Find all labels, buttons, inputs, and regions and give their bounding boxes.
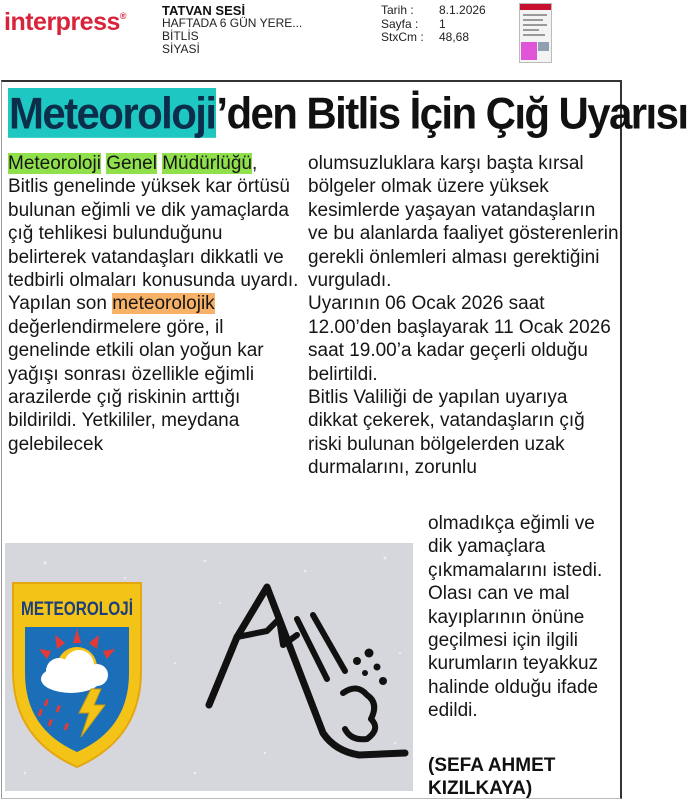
clipping-meta <box>381 4 486 45</box>
paragraph: Uyarının 06 Ocak 2026 saat 12.00’den başlayarak 11 Ocak 2026 saat 19.00’a kadar geçerli olduğu belirtildi. <box>308 293 611 385</box>
highlight-mudurlugu: Müdürlüğü <box>162 153 252 174</box>
article-photo <box>5 543 413 791</box>
page-row <box>381 18 486 32</box>
date-label: Tarih : <box>381 3 414 17</box>
agency-name: interpress <box>4 8 120 36</box>
thumbnail-line <box>523 19 543 21</box>
page-label: Sayfa : <box>381 16 419 31</box>
article-column-1 <box>8 152 300 456</box>
paragraph <box>8 292 300 456</box>
thumbnail-photo <box>538 42 549 51</box>
size-label: StxCm : <box>381 30 424 44</box>
thumbnail-article-marker <box>521 42 537 60</box>
trademark-symbol: ® <box>119 11 127 21</box>
page-thumbnail[interactable] <box>519 3 552 63</box>
headline-rest: ’den Bitlis İçin Çığ Uyarısı <box>216 88 687 138</box>
avalanche-icon <box>209 587 405 755</box>
thumbnail-line <box>523 29 539 31</box>
publication-section: SİYASİ <box>162 42 200 56</box>
article-column-3 <box>428 512 620 723</box>
paragraph <box>8 152 300 292</box>
thumbnail-masthead <box>520 4 551 10</box>
paragraph-text: Yapılan son <box>8 293 113 315</box>
article-headline <box>8 88 687 139</box>
size-row <box>381 31 486 45</box>
agency-logo <box>4 8 126 37</box>
paragraph-text: , Bitlis genelinde yüksek kar örtüsü bulunan eğimli ve dik yamaçlarda çığ tehlikesi bulunduğunu belirterek vatandaşları dikkatli ve tedbirli olmaları konusunda uyardı. <box>8 153 299 292</box>
paragraph: Bitlis Valiliği de yapılan uyarıya dikkat çekerek, vatandaşların çığ riski bulunan bölgelerden uzak durmalarını, zorunlu <box>308 387 585 479</box>
meteorology-badge-icon <box>13 583 141 767</box>
paragraph-text: değerlendirmelere göre, il genelinde etkili olan yoğun kar yağışı sonrası özellikle eğimli arazilerde çığ riskinin arttığı bildirildi. Yetkililer, meydana gelebilecek <box>8 316 264 455</box>
badge-label: METEOROLOJİ <box>21 599 133 620</box>
paragraph: olmadıkça eğimli ve dik yamaçlara çıkmamalarını istedi. Olası can ve mal kayıplarının önüne geçilmesi için ilgili kurumların teyakkuz halinde olduğu ifade edildi. <box>428 513 603 722</box>
photo-illustration <box>5 543 413 791</box>
headline-highlight: Meteoroloji <box>9 88 216 138</box>
page-value: 1 <box>439 16 446 31</box>
publication-info <box>162 4 302 56</box>
article-byline: (SEFA AHMET KIZILKAYA) <box>428 755 556 799</box>
publication-name: TATVAN SESİ <box>162 3 246 18</box>
article-column-2 <box>308 152 620 480</box>
thumbnail-line <box>523 34 545 36</box>
highlight-meteorolojik: meteorolojik <box>112 293 215 315</box>
publication-frequency: HAFTADA 6 GÜN YERE... <box>162 16 303 30</box>
date-value: 8.1.2026 <box>439 3 486 17</box>
date-row <box>381 4 486 18</box>
highlight-genel: Genel <box>106 153 157 174</box>
avalanche-snow-dots <box>353 649 387 686</box>
highlight-meteoroloji: Meteoroloji <box>8 153 101 174</box>
paragraph: olumsuzluklara karşı başta kırsal bölgeler olmak üzere yüksek kesimlerde yaşayan vatandaşların ve bu alanlarda faaliyet gösterenlerin gerekli önlemleri alması gerektiğini vurguladı. <box>308 153 619 292</box>
size-value: 48,68 <box>439 30 470 44</box>
publication-city: BİTLİS <box>162 29 199 43</box>
thumbnail-line <box>523 24 547 26</box>
thumbnail-line <box>523 14 547 16</box>
